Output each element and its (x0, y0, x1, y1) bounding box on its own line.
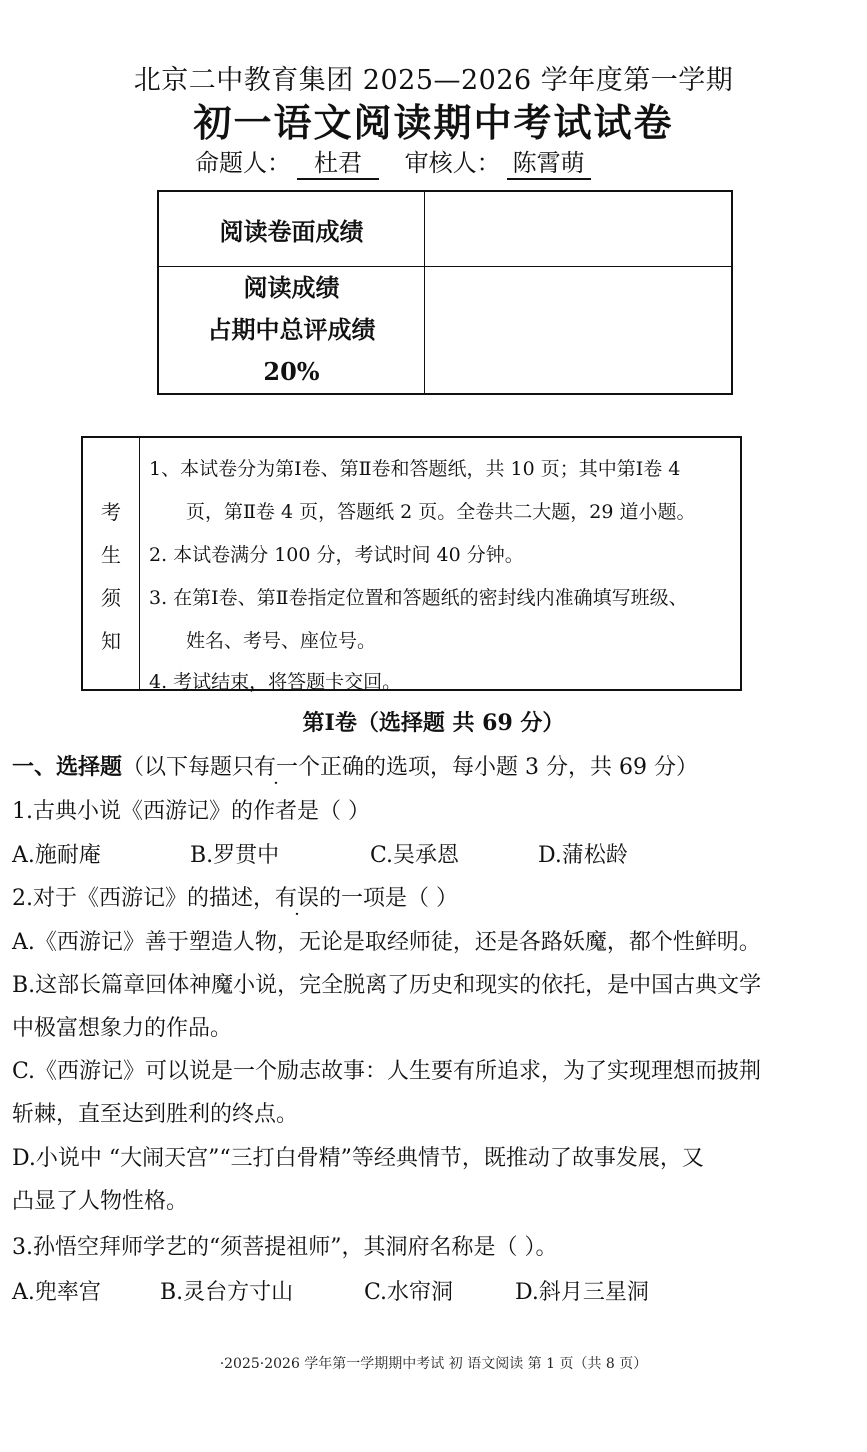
reviewer-name: 陈霄萌 (507, 143, 591, 180)
notice-item-3-cont: 姓名、考号、座位号。 (186, 630, 377, 652)
q2-stem-pre: 2.对于《西游记》的描述， (12, 886, 275, 911)
notice-side-char: 考 (101, 500, 121, 524)
q1-option-b: B.罗贯中 (190, 843, 280, 868)
q1-option-d: D.蒲松龄 (538, 843, 628, 868)
notice-item-4: 4. 考试结束，将答题卡交回。 (149, 671, 402, 693)
part-title: 一、选择题 (12, 754, 123, 780)
score-table (157, 190, 733, 395)
score-value-weight (425, 267, 733, 395)
q2-option-a: A.《西游记》善于塑造人物，无论是取经师徒，还是各路妖魔，都个性鲜明。 (12, 930, 761, 955)
notice-item-3: 3. 在第Ⅰ卷、第Ⅱ卷指定位置和答题纸的密封线内准确填写班级、 (149, 587, 688, 609)
q2-option-c-line1: C.《西游记》可以说是一个励志故事：人生要有所追求，为了实现理想而披荆 (12, 1059, 762, 1084)
score-weight-line3: 20% (263, 357, 320, 386)
notice-side-char: 知 (101, 629, 121, 653)
q2-option-b-line2: 中极富想象力的作品。 (12, 1016, 233, 1041)
question-1-stem: 1.古典小说《西游记》的作者是（ ） (12, 799, 370, 824)
score-label-weight (158, 267, 425, 395)
q2-stem-post: 的一项是（ ） (319, 886, 459, 911)
q1-option-c: C.吴承恩 (370, 843, 460, 868)
notice-side-char: 生 (101, 543, 121, 567)
notice-item-1: 1、本试卷分为第Ⅰ卷、第Ⅱ卷和答题纸，共 10 页；其中第Ⅰ卷 4 (149, 458, 681, 480)
authors-line (195, 143, 609, 180)
exam-notice-box (81, 436, 742, 691)
section-title: 第Ⅰ卷（选择题 共 69 分） (302, 710, 565, 736)
exam-header-school: 北京二中教育集团 2025—2026 学年度第一学期 (133, 65, 734, 96)
question-2-stem (12, 881, 458, 912)
q3-option-a: A.兜率宫 (12, 1280, 101, 1305)
score-weight-line2: 占期中总评成绩 (207, 315, 376, 344)
author-name: 杜君 (297, 143, 379, 180)
notice-side-char: 须 (101, 586, 121, 610)
part-heading (12, 750, 698, 781)
q3-option-d: D.斜月三星洞 (515, 1280, 649, 1305)
notice-item-1-cont: 页，第Ⅱ卷 4 页，答题纸 2 页。全卷共二大题，29 道小题。 (186, 501, 696, 523)
q3-option-b: B.灵台方寸山 (160, 1280, 294, 1305)
reviewer-label: 审核人： (404, 149, 501, 177)
question-3-stem: 3.孙悟空拜师学艺的“须菩提祖师”，其洞府名称是（ ）。 (12, 1235, 558, 1260)
q2-option-b-line1: B.这部长篇章回体神魔小说，完全脱离了历史和现实的依托，是中国古典文学 (12, 973, 762, 998)
q2-option-d-line2: 凸显了人物性格。 (12, 1189, 189, 1214)
q2-option-d-line1: D.小说中 “大闹天宫”“三打白骨精”等经典情节，既推动了故事发展，又 (12, 1146, 704, 1171)
part-desc-emphasis: 只有一个 (232, 755, 321, 780)
score-weight-line1: 阅读成绩 (243, 273, 340, 302)
q3-option-c: C.水帘洞 (364, 1280, 454, 1305)
q2-option-c-line2: 斩棘，直至达到胜利的终点。 (12, 1102, 299, 1127)
notice-item-2: 2. 本试卷满分 100 分，考试时间 40 分钟。 (149, 544, 524, 566)
score-label-reading: 阅读卷面成绩 (158, 191, 425, 267)
notice-side-label (83, 438, 140, 689)
part-desc-pre: （以下每题 (122, 755, 233, 780)
q2-stem-emphasis: 有误 (275, 886, 320, 911)
q1-option-a: A.施耐庵 (12, 843, 101, 868)
page-footer: ·2025·2026 学年第一学期期中考试 初 语文阅读 第 1 页（共 8 页） (219, 1356, 648, 1372)
score-value-reading (425, 191, 733, 267)
exam-title: 初一语文阅读期中考试试卷 (193, 100, 674, 145)
part-desc-post: 正确的选项，每小题 3 分，共 69 分） (320, 755, 699, 780)
author-label: 命题人： (195, 149, 291, 177)
